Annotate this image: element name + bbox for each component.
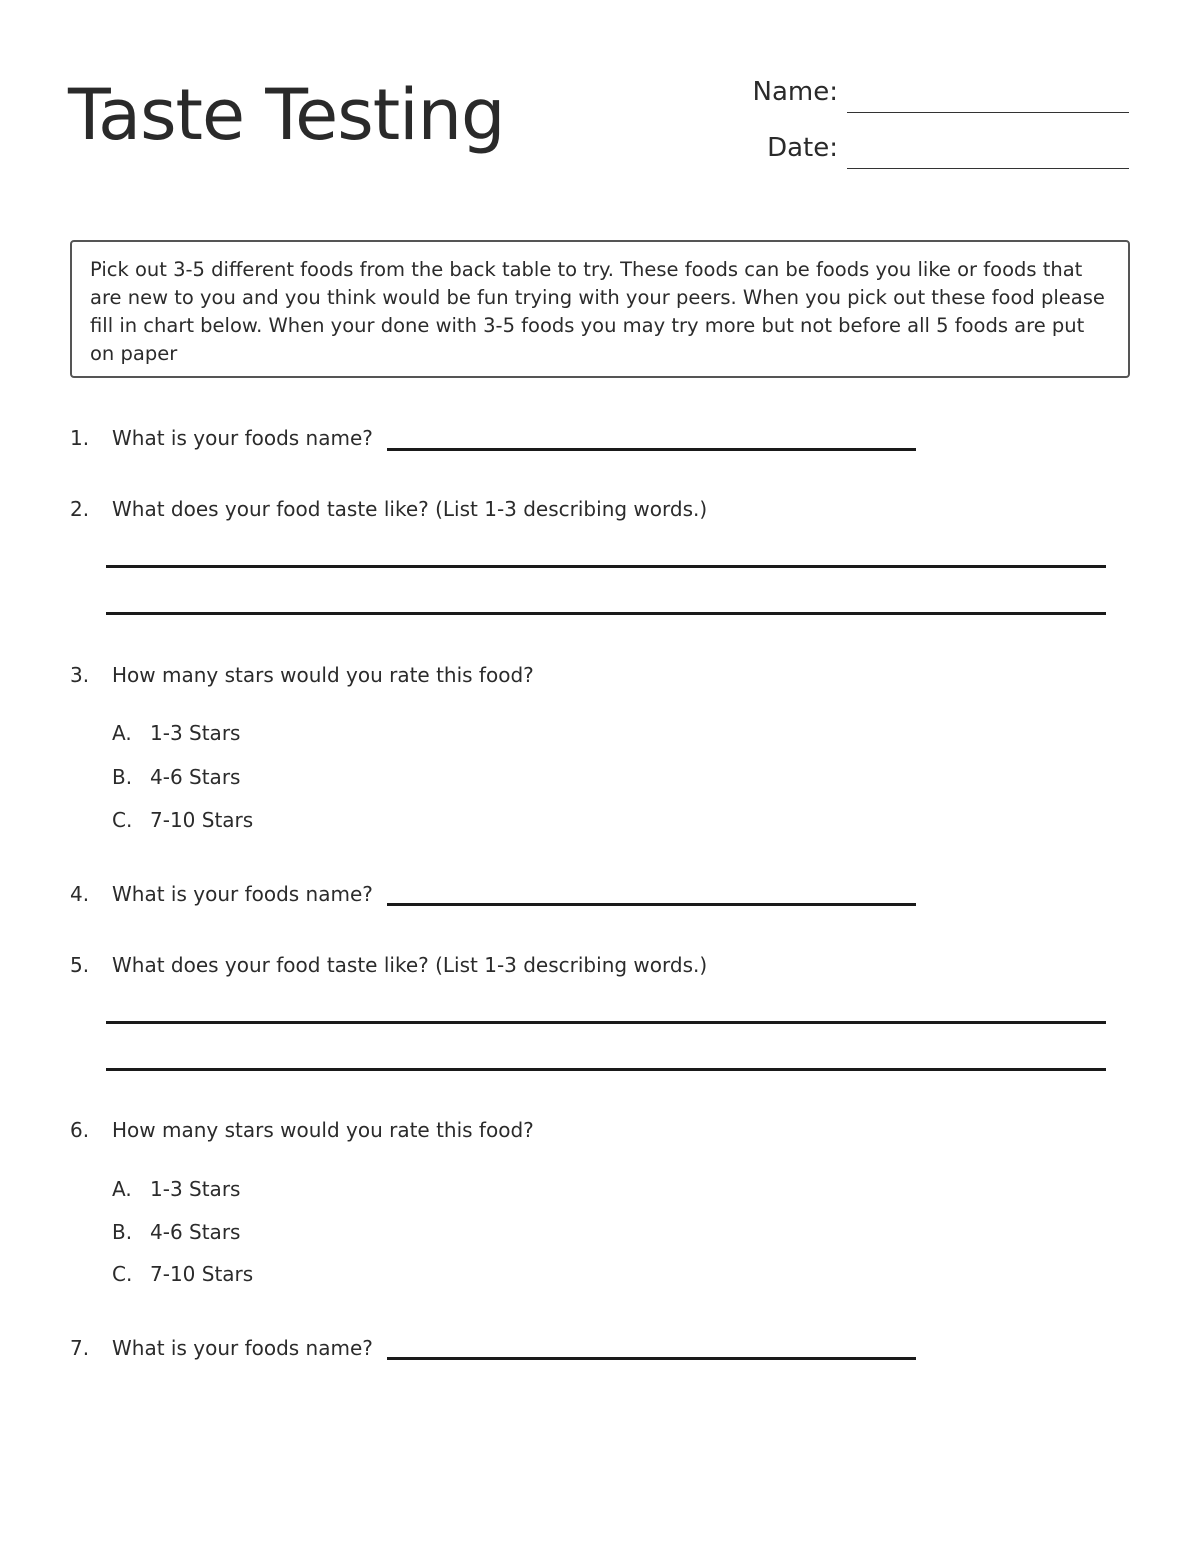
question-text: What is your foods name? <box>112 1336 373 1360</box>
option-text: 1-3 Stars <box>150 1177 241 1201</box>
option-letter: B. <box>112 765 133 789</box>
question-number: 4. <box>70 882 90 906</box>
question-number: 5. <box>70 953 90 977</box>
question-text: What does your food taste like? (List 1-3 describing words.) <box>112 497 708 521</box>
question-text: How many stars would you rate this food? <box>112 663 534 687</box>
option-letter: A. <box>112 721 132 745</box>
question-text: What does your food taste like? (List 1-3 describing words.) <box>112 953 708 977</box>
answer-line[interactable] <box>106 1068 1106 1071</box>
date-field-line[interactable] <box>847 168 1129 169</box>
option-text: 7-10 Stars <box>150 1262 254 1286</box>
question-number: 6. <box>70 1118 90 1142</box>
option-text: 7-10 Stars <box>150 808 254 832</box>
answer-line[interactable] <box>106 612 1106 615</box>
answer-line[interactable] <box>387 903 916 906</box>
question-text: What is your foods name? <box>112 882 373 906</box>
question-number: 3. <box>70 663 90 687</box>
option-letter: C. <box>112 808 133 832</box>
name-label: Name: <box>752 77 838 107</box>
name-field-line[interactable] <box>847 112 1129 113</box>
option-text: 1-3 Stars <box>150 721 241 745</box>
instructions-box: Pick out 3-5 different foods from the back table to try. These foods can be foods you like or foods that are new to you and you think would be fun trying with your peers. When you pick out these food please fill in chart below. When your done with 3-5 foods you may try more but not before all 5 foods are put on paper <box>70 240 1130 378</box>
option-letter: B. <box>112 1220 133 1244</box>
question-number: 7. <box>70 1336 90 1360</box>
option-letter: A. <box>112 1177 132 1201</box>
answer-line[interactable] <box>387 1357 916 1360</box>
answer-line[interactable] <box>387 448 916 451</box>
option-text: 4-6 Stars <box>150 1220 241 1244</box>
question-text: What is your foods name? <box>112 426 373 450</box>
question-text: How many stars would you rate this food? <box>112 1118 534 1142</box>
option-text: 4-6 Stars <box>150 765 241 789</box>
question-number: 1. <box>70 426 90 450</box>
page-title: Taste Testing <box>68 74 505 156</box>
answer-line[interactable] <box>106 1021 1106 1024</box>
question-number: 2. <box>70 497 90 521</box>
answer-line[interactable] <box>106 565 1106 568</box>
date-label: Date: <box>767 133 838 163</box>
option-letter: C. <box>112 1262 133 1286</box>
